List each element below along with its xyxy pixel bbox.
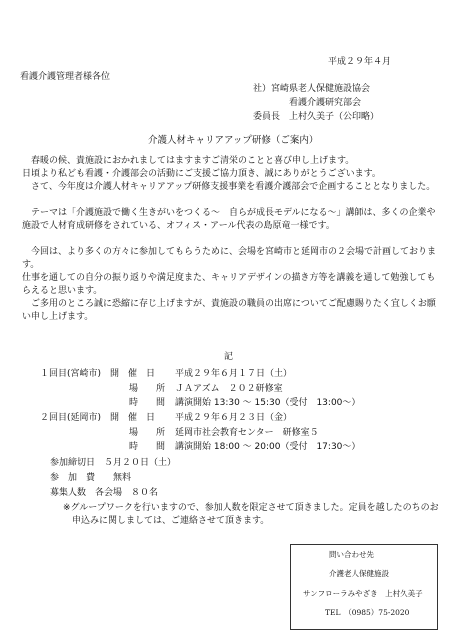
capacity: 募集人数 各会場 ８０名 <box>50 488 159 498</box>
sender-person: 委員長 上村久美子（公印略） <box>253 112 380 122</box>
sender-dept: 看護介護研究部会 <box>289 98 362 108</box>
session-2-name: ２回目(延岡市) <box>40 413 102 423</box>
document-date: 平成２９年４月 <box>328 57 392 67</box>
paragraph-theme: テーマは「介護施設で働く生きがいをつくる〜 自らが成長モデルになる〜」講師は、多くの企業や施設で人材育成研修をされている、オフィス・アール代表の島原竜一様です。 <box>22 208 436 231</box>
session-1-place-value: ＪＡアズム ２０２研修室 <box>175 384 283 394</box>
deadline: 参加締切日 ５月２０日（土） <box>50 458 177 468</box>
session-1-name: １回目(宮崎市) <box>40 369 102 379</box>
paragraph-greeting: 春暖の候、貴施設におかれましてはますますご清栄のことと喜び申し上げます。 <box>31 156 355 166</box>
document-title: 介護人材キャリアアップ研修（ご案内） <box>148 135 319 146</box>
session-2-place-value: 延岡市社会教育センター 研修室５ <box>175 428 319 438</box>
addressee: 看護介護管理者様各位 <box>20 72 111 82</box>
session-2-time-label: 時 間 <box>129 442 166 452</box>
session-2-place-label: 場 所 <box>129 428 166 438</box>
session-1-date-label: 開 催 日 <box>110 369 156 379</box>
contact-org: 介護老人保健施設 <box>329 569 389 578</box>
session-1-time-label: 時 間 <box>129 398 166 408</box>
paragraph-thanks: 日頃より私ども看護・介護部会の活動にご支援ご協力頂き、誠にありがとうございます。 <box>22 169 381 179</box>
contact-facility-person: サンフローラみやざき 上村久美子 <box>303 589 423 598</box>
paragraph-content: 仕事を通しての自分の振り返りや満足度また、キャリアデザインの描き方等を講義を通して勉強してもらえると思います。 <box>22 273 436 296</box>
ki-heading: 記 <box>224 352 234 362</box>
session-1-time-value: 講演開始 13:30 ～ 15:30（受付 13:00～） <box>175 398 361 408</box>
session-2-date-label: 開 催 日 <box>110 413 156 423</box>
paragraph-venues: 今回は、より多くの方々に参加してもらうために、会場を宮崎市と延岡市の２会場で計画しております。 <box>22 247 437 270</box>
paragraph-plan: さて、今年度は介護人材キャリアアップ研修支援事業を看護介護部会で企画することとなりました。 <box>31 182 436 192</box>
contact-heading: 問い合わせ先 <box>329 550 374 559</box>
session-2-date-value: 平成２９年６月２３日（金） <box>175 413 293 423</box>
group-work-note: ※グループワークを行いますので、参加人数を限定させて頂きました。定員を越したのちのお申込みに関しましては、ご連絡させて頂きます。 <box>63 503 439 526</box>
sender-org: 社）宮崎県老人保健施設協会 <box>253 84 371 94</box>
session-1-date-value: 平成２９年６月１７日（土） <box>175 369 293 379</box>
contact-tel: TEL （0985）75-2020 <box>325 608 410 617</box>
paragraph-request: ご多用のところ誠に恐縮に存じ上げますが、貴施設の職員の出席についてご配慮賜りたく宜しくお願い申し上げます。 <box>22 299 436 322</box>
contact-box <box>290 544 438 630</box>
session-1-place-label: 場 所 <box>129 384 166 394</box>
fee: 参 加 費 無料 <box>50 473 132 483</box>
session-2-time-value: 講演開始 18:00 ～ 20:00（受付 17:30～） <box>175 442 361 452</box>
